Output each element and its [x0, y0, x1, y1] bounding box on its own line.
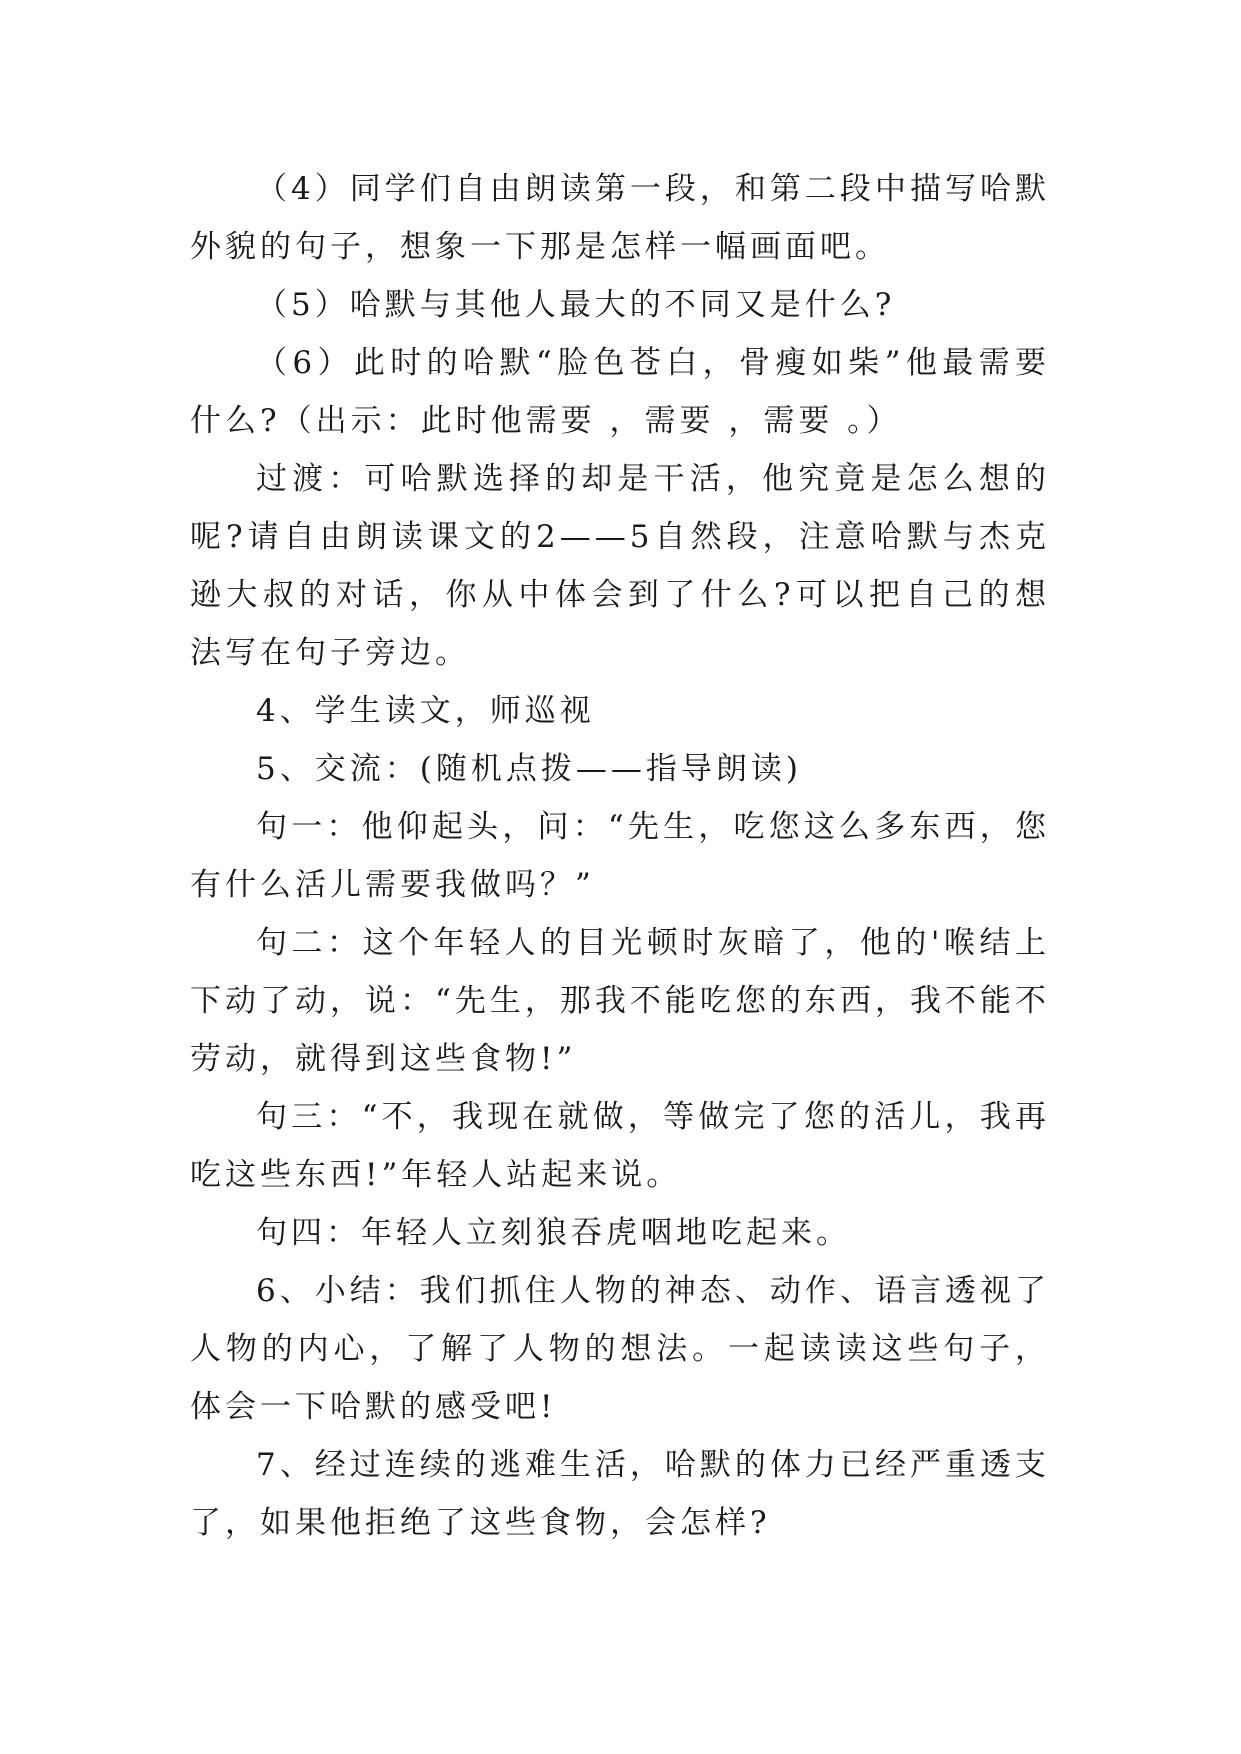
paragraph-sentence-2: 句二：这个年轻人的目光顿时灰暗了，他的'喉结上下动了动，说：“先生，那我不能吃您的东西，我不能不劳动，就得到这些食物!” — [190, 925, 1050, 1077]
paragraph-sentence-3: 句三：“不，我现在就做，等做完了您的活儿，我再吃这些东西!”年轻人站起来说。 — [190, 1099, 1050, 1193]
document-body — [190, 160, 1050, 1552]
paragraph-sentence-1: 句一：他仰起头，问：“先生，吃您这么多东西，您有什么活儿需要我做吗？” — [190, 809, 1050, 903]
paragraph-step-7: 7、经过连续的逃难生活，哈默的体力已经严重透支了，如果他拒绝了这些食物，会怎样? — [190, 1447, 1050, 1541]
paragraph-difference-question: （5）哈默与其他人最大的不同又是什么? — [256, 287, 896, 323]
paragraph-needs-question: （6）此时的哈默“脸色苍白，骨瘦如柴”他最需要什么?（出示：此时他需要 ，需要 ，需要 。） — [190, 345, 1050, 439]
paragraph-transition: 过渡：可哈默选择的却是干活，他究竟是怎么想的呢?请自由朗读课文的2——5自然段，注意哈默与杰克逊大叔的对话，你从中体会到了什么?可以把自己的想法写在句子旁边。 — [190, 461, 1050, 671]
paragraph-step-6-summary: 6、小结：我们抓住人物的神态、动作、语言透视了人物的内心，了解了人物的想法。一起读读这些句子，体会一下哈默的感受吧! — [190, 1273, 1050, 1425]
paragraph-observe-appearance: （4）同学们自由朗读第一段，和第二段中描写哈默外貌的句子，想象一下那是怎样一幅画面吧。 — [190, 171, 1050, 265]
paragraph-sentence-4: 句四：年轻人立刻狼吞虎咽地吃起来。 — [256, 1215, 851, 1251]
paragraph-step-5: 5、交流：(随机点拨——指导朗读) — [256, 751, 802, 787]
paragraph-step-4: 4、学生读文，师巡视 — [256, 693, 595, 729]
